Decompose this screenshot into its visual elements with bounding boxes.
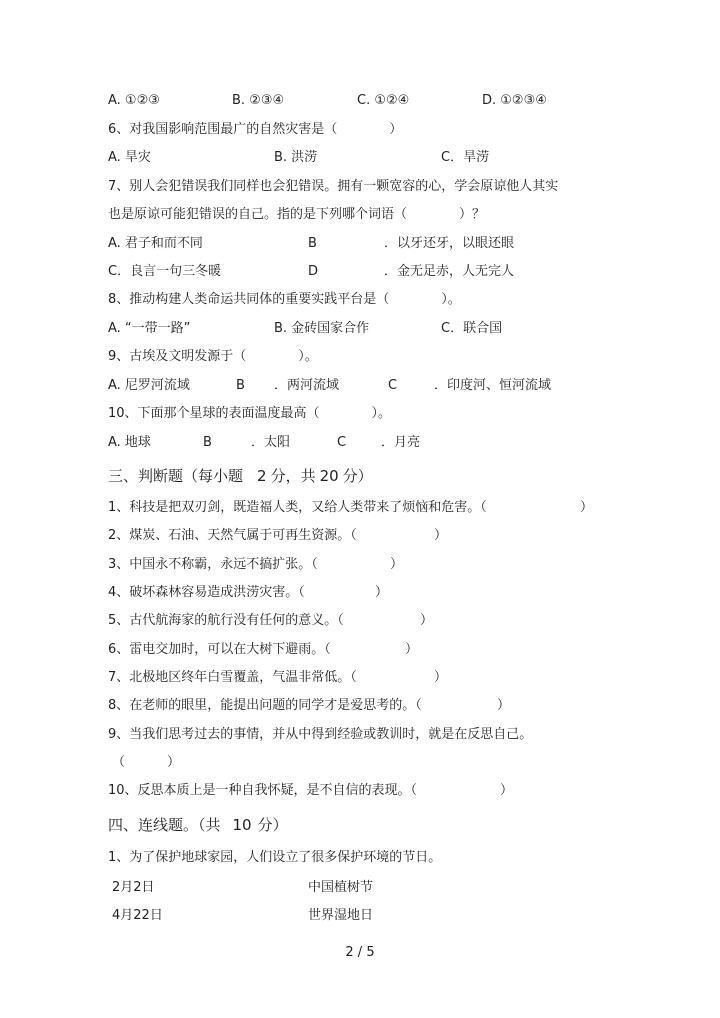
q8-option-c: C．联合国 [441,321,503,336]
q9-option-b-letter: B [236,378,245,393]
judgment-item-close: ） [420,613,434,628]
q7-option-a: A. 君子和而不同 [108,236,203,251]
judgment-item: 1、科技是把双刃剑，既造福人类，又给人类带来了烦恼和危害。（ [108,500,487,515]
judgment-item: 3、中国永不称霸，永远不搞扩张。（ [108,557,318,572]
q7-option-b-letter: B [308,236,317,251]
judgment-item: 9、当我们思考过去的事情，并从中得到经验或教训时，就是在反思自己。 [108,727,533,742]
q6-option-b: B. 洪涝 [274,150,318,165]
section-4-heading [108,816,288,834]
judgment-item-close: ） [434,528,448,543]
q9-option-c-letter: C [388,378,398,393]
judgment-item-close: ） [580,500,594,515]
question-6-stem: 6、对我国影响范围最广的自然灾害是（ ） [108,122,403,137]
q7-option-b-text: ．以牙还牙，以眼还眼 [384,236,515,251]
q8-option-b: B. 金砖国家合作 [274,321,370,336]
section-3-title-mid: 分，共 [270,467,316,485]
q6-option-a: A. 旱灾 [108,150,151,165]
judgment-item-close: ） [497,698,511,713]
question-8-stem: 8、推动构建人类命运共同体的重要实践平台是（ ）。 [108,292,461,307]
question-7-stem-line2: 也是原谅可能犯错误的自己。指的是下列哪个词语（ ）？ [108,207,486,222]
section-3-total: 20 [319,467,339,485]
judgment-item: 5、古代航海家的航行没有任何的意义。（ [108,613,344,628]
q7-option-d-letter: D [308,264,319,279]
judgment-item: 10、反思本质上是一种自我怀疑，是不自信的表现。（ [108,783,418,798]
q9-option-c-text: ．印度河、恒河流域 [434,378,552,393]
section-4-title-suffix: 分） [257,816,288,834]
q10-option-b-text: ．太阳 [251,435,291,450]
judgment-item-close: ） [434,670,448,685]
q7-option-c: C．良言一句三冬暖 [108,264,222,279]
option-b: B. ②③④ [232,93,285,108]
matching-date: 2月2日 [112,880,155,895]
section-4-total: 10 [232,816,252,834]
question-10-stem: 10、下面那个星球的表面温度最高（ ）。 [108,406,392,421]
q8-option-a: A. “一带一路” [108,321,191,336]
q9-option-b-text: ．两河流域 [274,378,340,393]
option-a: A. ①②③ [108,93,160,108]
q10-option-c-text: ．月亮 [381,435,421,450]
section-3-heading [108,467,373,485]
option-d: D. ①②③④ [482,93,547,108]
q6-option-c: C．旱涝 [441,150,490,165]
judgment-item: 7、北极地区终年白雪覆盖，气温非常低。（ [108,670,357,685]
question-7-stem-line1: 7、别人会犯错误我们同样也会犯错误。拥有一颗宽容的心，学会原谅他人其实 [108,179,559,194]
q10-option-c-letter: C [337,435,347,450]
page-number: 2 / 5 [345,945,375,960]
q9-option-a: A. 尼罗河流域 [108,378,190,393]
section-3-title-suffix: 分） [342,467,373,485]
question-9-stem: 9、古埃及文明发源于（ ）。 [108,349,318,364]
matching-festival: 世界湿地日 [308,908,374,923]
matching-festival: 中国植树节 [308,880,374,895]
section-3-title-prefix: 三、判断题（每小题 [108,467,244,485]
judgment-item: 2、煤炭、石油、天然气属于可再生资源。（ [108,528,357,543]
judgment-item: 8、在老师的眼里，能提出问题的同学才是爱思考的。（ [108,698,422,713]
matching-date: 4月22日 [112,908,163,923]
judgment-item-close: ） [500,783,514,798]
option-c: C. ①②④ [357,93,410,108]
judgment-item: 6、雷电交加时，可以在大树下避雨。（ [108,642,331,657]
section-3-points: 2 [257,467,267,485]
judgment-item-close: ） [405,642,419,657]
judgment-item-close: ） [390,557,404,572]
judgment-item: 4、破坏森林容易造成洪涝灾害。（ [108,585,305,600]
matching-question-1: 1、为了保护地球家园，人们设立了很多保护环境的节日。 [108,850,442,865]
q10-option-a: A. 地球 [108,435,151,450]
judgment-item: （ [112,755,126,770]
judgment-item-close: ） [167,755,181,770]
judgment-item-close: ） [375,585,389,600]
q7-option-d-text: ．金无足赤，人无完人 [384,264,515,279]
section-4-title-prefix: 四、连线题。（共 [108,816,221,834]
q10-option-b-letter: B [203,435,212,450]
